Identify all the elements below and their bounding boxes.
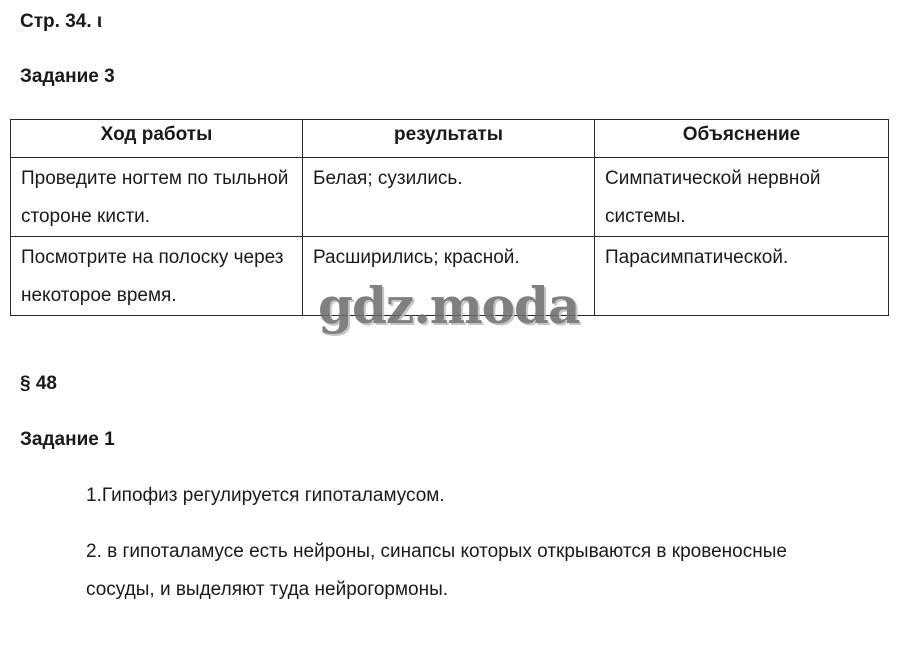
answer-paragraph: 2. в гипоталамусе есть нейроны, синапсы которых открываются в кровеносные сосуды, и выделяют туда нейрогормоны. (86, 541, 787, 600)
table-row (11, 237, 889, 316)
table-cell: Парасимпатической. (595, 237, 889, 316)
column-header-explanation: Объяснение (595, 120, 889, 158)
table-cell: Проведите ногтем по тыльной стороне кисти. (11, 158, 303, 237)
task3-title: Задание 3 (20, 66, 115, 87)
table-header-row (11, 120, 889, 158)
work-table (10, 119, 889, 316)
section-title: § 48 (20, 373, 57, 394)
table-cell: Расширились; красной. (303, 237, 595, 316)
table-row (11, 158, 889, 237)
page-header: Стр. 34. ι (20, 11, 103, 32)
table-cell: Посмотрите на полоску через некоторое время. (11, 237, 303, 316)
answer-paragraph: 1.Гипофиз регулируется гипоталамусом. (86, 485, 445, 506)
watermark: gdz.moda (318, 276, 580, 335)
column-header-procedure: Ход работы (11, 120, 303, 158)
task1-title: Задание 1 (20, 429, 115, 450)
table-cell: Симпатической нервной системы. (595, 158, 889, 237)
column-header-results: результаты (303, 120, 595, 158)
table-cell: Белая; сузились. (303, 158, 595, 237)
